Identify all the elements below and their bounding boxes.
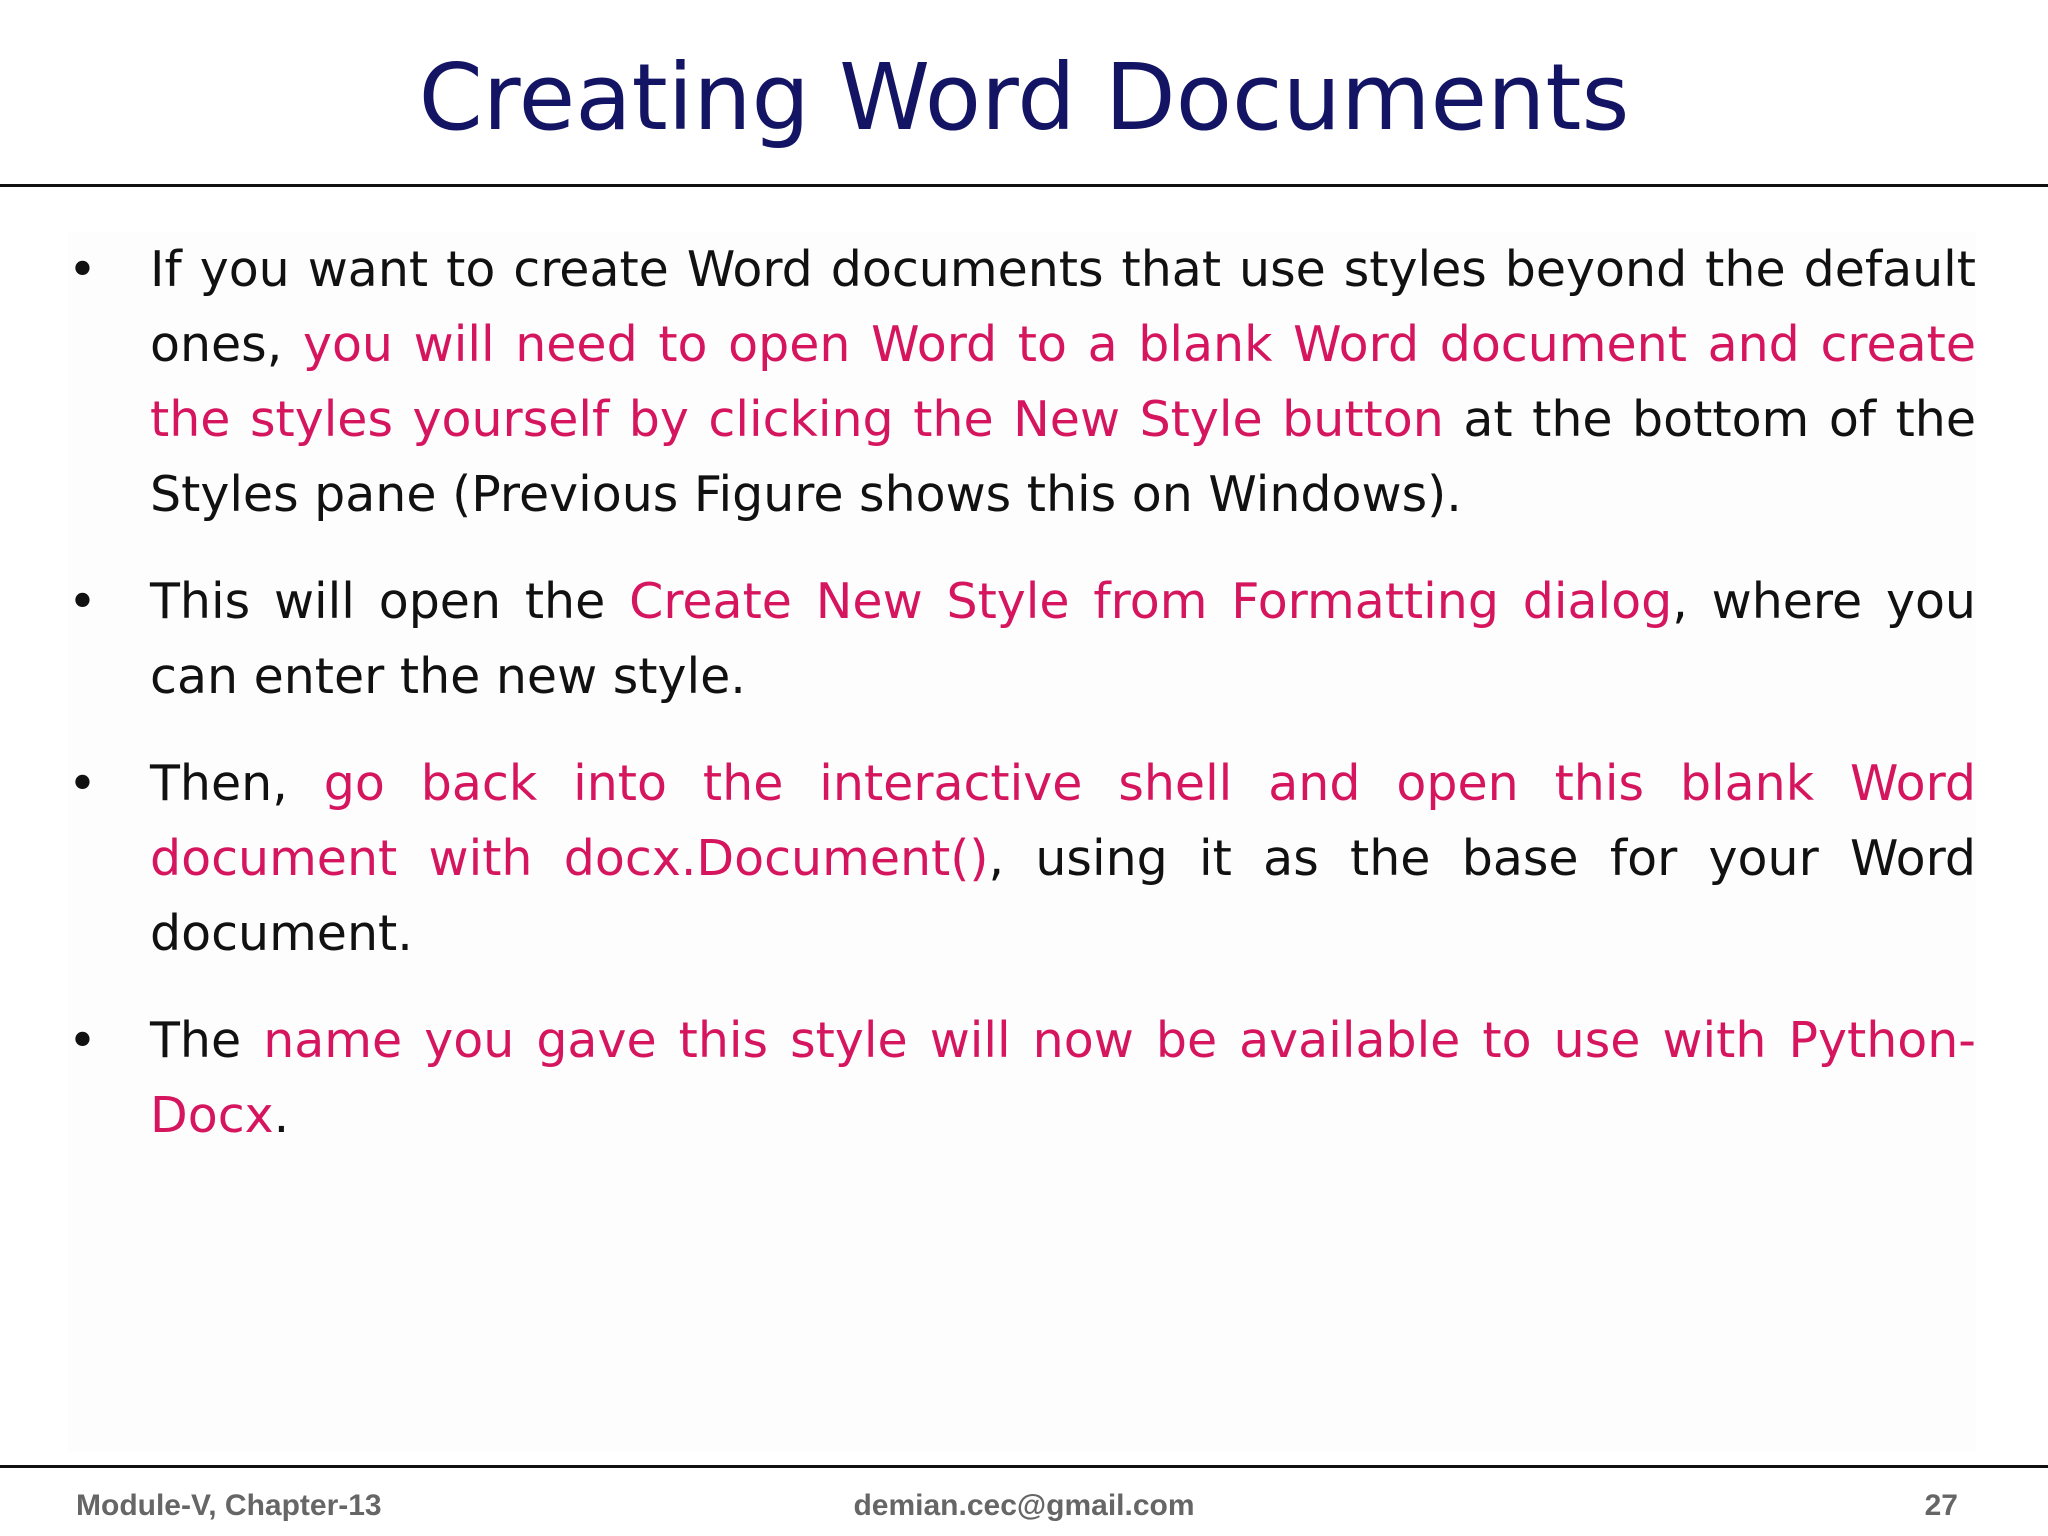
bullet-dot-icon: • bbox=[68, 1012, 97, 1069]
bullet-item bbox=[68, 746, 1976, 971]
bullet-dot-icon: • bbox=[68, 755, 97, 812]
bullet-segment: Then, bbox=[150, 755, 324, 812]
bullet-segment: This will open the bbox=[150, 573, 630, 630]
bullet-list bbox=[68, 232, 1976, 1185]
footer-email: demian.cec@gmail.com bbox=[853, 1489, 1195, 1522]
bullet-highlight-segment: you will need to open Word to a blank Word document and create the styles yourself by clicking the New Style button bbox=[150, 316, 1976, 448]
bullet-segment: , where you can enter the new style. bbox=[150, 573, 1976, 705]
slide-title: Creating Word Documents bbox=[418, 44, 1630, 151]
bullet-item bbox=[68, 564, 1976, 714]
footer-module-label: Module-V, Chapter-13 bbox=[76, 1489, 382, 1522]
bullet-segment: at the bottom of the Styles pane (Previous Figure shows this on Windows). bbox=[150, 391, 1976, 523]
bullet-segment: , using it as the base for your Word document. bbox=[150, 830, 1976, 962]
bullet-highlight-segment: name you gave this style will now be available to use with Python-Docx bbox=[150, 1012, 1976, 1144]
footer-divider bbox=[0, 1465, 2048, 1468]
bullet-dot-icon: • bbox=[68, 573, 97, 630]
title-divider bbox=[0, 184, 2048, 187]
bullet-item bbox=[68, 232, 1976, 532]
bullet-highlight-segment: Create New Style from Formatting dialog bbox=[629, 573, 1673, 630]
bullet-highlight-segment: go back into the interactive shell and open this blank Word document with docx.Document() bbox=[150, 755, 1977, 887]
bullet-segment: The bbox=[150, 1012, 264, 1069]
bullet-dot-icon: • bbox=[68, 241, 97, 298]
bullet-segment: . bbox=[273, 1087, 290, 1144]
bullet-segment: If you want to create Word documents that use styles beyond the default ones, bbox=[150, 241, 1976, 373]
bullet-item bbox=[68, 1003, 1976, 1153]
footer-page-number: 27 bbox=[1924, 1489, 1958, 1522]
